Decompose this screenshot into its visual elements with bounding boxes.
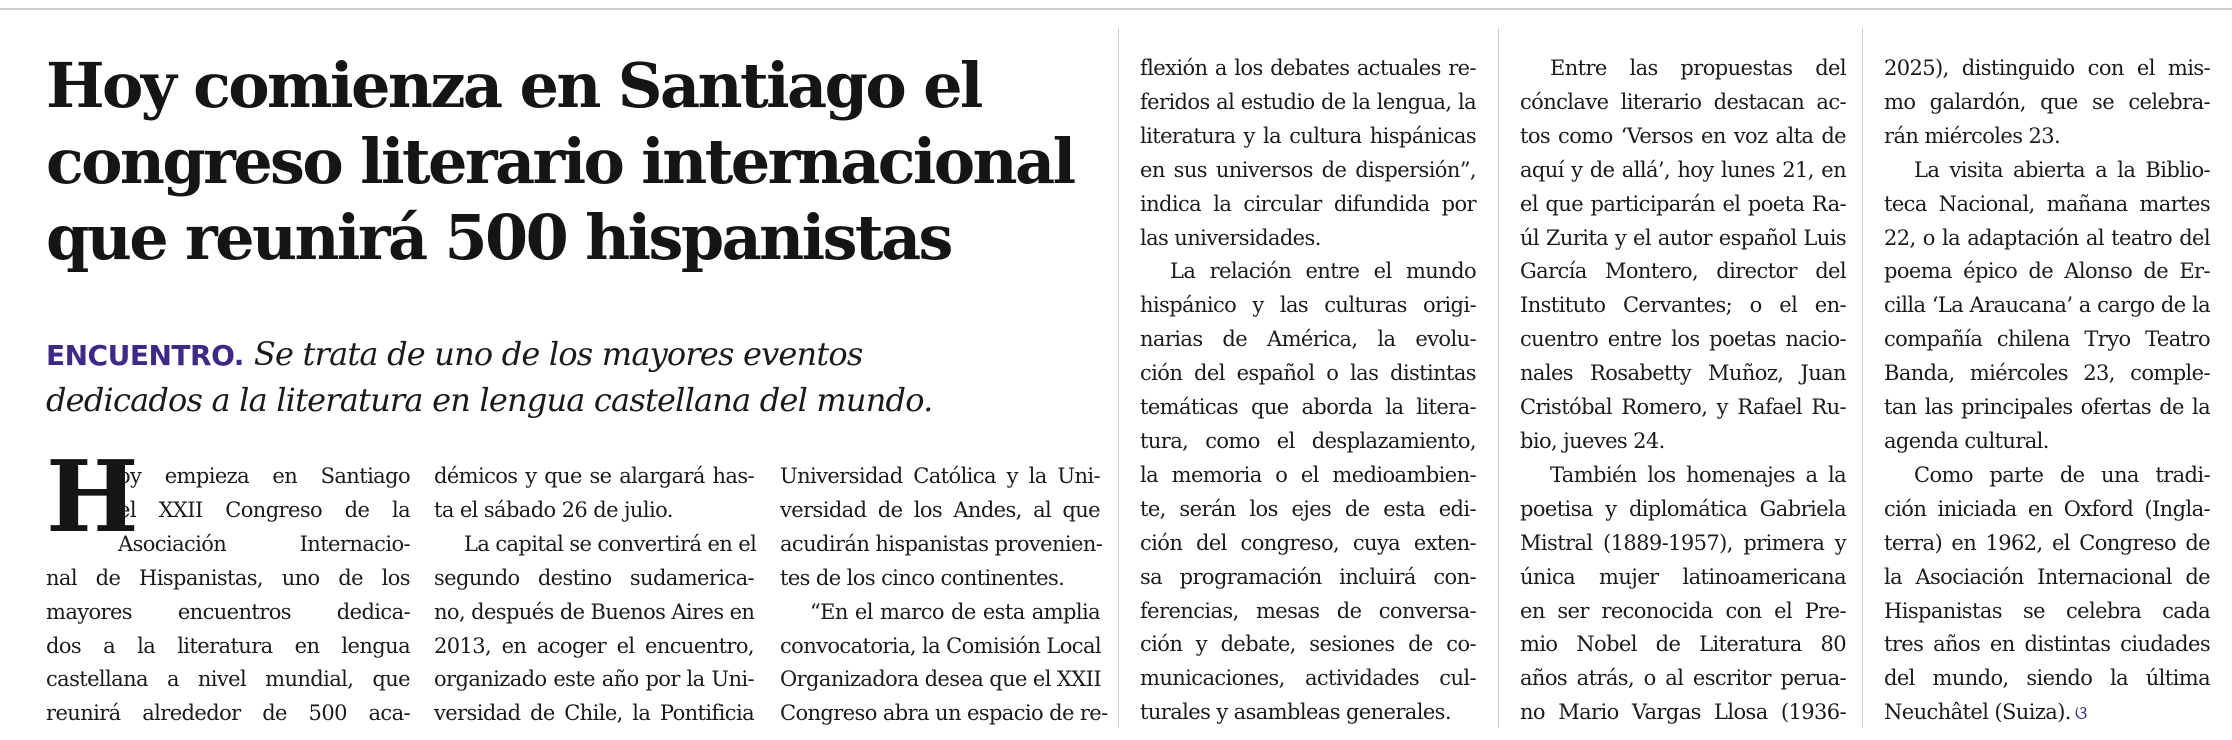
body-column-6 [1884, 52, 2210, 731]
body-line: También los homenajes a la [1550, 462, 1846, 487]
top-rule [0, 8, 2232, 10]
body-line: única mujer latinoamericana [1520, 564, 1846, 589]
body-line: del mundo, siendo la última [1884, 666, 2210, 691]
body-line: temáticas que aborda la litera- [1140, 395, 1476, 420]
body-line: la memoria o el medioambien- [1140, 462, 1476, 487]
body-line: 2013, en acoger el encuentro, [434, 633, 754, 658]
body-line: Instituto Cervantes; o el en- [1520, 293, 1846, 318]
subhead-text: Se trata de uno de los mayores eventos [253, 335, 863, 373]
body-line: bio, jueves 24. [1520, 428, 1665, 453]
headline-line: que reunirá 500 hispanistas [46, 201, 951, 274]
body-line: Congreso abra un espacio de re- [780, 701, 1108, 726]
body-line: literatura y la cultura hispánicas [1140, 123, 1476, 148]
column-divider [1118, 28, 1119, 728]
body-line: acudirán hispanistas provenien- [780, 531, 1103, 556]
body-line: el que participarán el poeta Ra- [1520, 191, 1846, 216]
body-line: cuentro entre los poetas nacio- [1520, 327, 1846, 352]
body-line: agenda cultural. [1884, 428, 2049, 453]
body-line: Como parte de una tradi- [1914, 462, 2210, 487]
body-line: las universidades. [1140, 225, 1321, 250]
article-headline [46, 48, 1096, 276]
body-line: ción y debate, sesiones de co- [1140, 632, 1476, 657]
body-line: no Mario Vargas Llosa (1936- [1520, 700, 1846, 725]
body-line: en sus universos de dispersión”, [1140, 157, 1476, 182]
body-line: hispánico y las culturas origi- [1140, 293, 1476, 318]
body-line: la Asociación Internacional de [1884, 564, 2210, 589]
body-line: démicos y que se alargará has- [434, 464, 754, 488]
body-line: cilla ‘La Araucana’ a cargo de la [1884, 293, 2210, 318]
body-line: indica la circular difundida por [1140, 191, 1476, 216]
body-line: dos a la literatura en lengua [46, 633, 410, 658]
body-line: poema épico de Alonso de Er- [1884, 259, 2210, 284]
body-line: te, serán los ejes de esta edi- [1140, 496, 1476, 521]
subhead-line [46, 332, 1096, 378]
article-subhead [46, 332, 1096, 422]
body-line: ción del español o las distintas [1140, 361, 1476, 386]
body-line: narias de América, la evolu- [1140, 327, 1476, 352]
body-line: tres años en distintas ciudades [1884, 632, 2210, 657]
body-column-1-lower [46, 562, 410, 732]
body-line: Entre las propuestas del [1550, 56, 1846, 80]
body-line: terra) en 1962, el Congreso de [1884, 530, 2210, 555]
column-divider [1498, 28, 1499, 728]
body-line: sa programación incluirá con- [1140, 564, 1476, 589]
body-line: tos como ‘Versos en voz alta de [1520, 123, 1846, 148]
body-line: ta el sábado 26 de julio. [434, 497, 673, 522]
body-line: mayores encuentros dedica- [46, 599, 410, 624]
subhead-kicker: ENCUENTRO. [46, 339, 244, 372]
body-line: oy empieza en Santiago [118, 464, 410, 488]
subhead-line: dedicados a la literatura en lengua castellana del mundo. [46, 381, 933, 419]
body-line: Mistral (1889-1957), primera y [1520, 530, 1846, 555]
body-line: castellana a nivel mundial, que [46, 667, 410, 692]
body-line: ferencias, mesas de conversa- [1140, 598, 1476, 623]
body-line: La visita abierta a la Biblio- [1914, 157, 2210, 182]
body-column-4 [1140, 52, 1476, 730]
body-line: ción iniciada en Oxford (Ingla- [1884, 496, 2210, 521]
end-of-article-icon: ଓ [2074, 703, 2087, 725]
body-line: versidad de Chile, la Pontificia [434, 701, 754, 726]
headline-line: Hoy comienza en Santiago el [46, 49, 981, 122]
body-line: nal de Hispanistas, uno de los [46, 565, 410, 590]
body-line: tes de los cinco continentes. [780, 565, 1065, 590]
body-line: el XXII Congreso de la [118, 497, 410, 522]
column-divider [1862, 28, 1863, 728]
body-line: municaciones, actividades cul- [1140, 666, 1476, 691]
drop-cap: H [46, 440, 139, 555]
body-line: flexión a los debates actuales re- [1140, 56, 1476, 80]
body-line: versidad de los Andes, al que [780, 497, 1100, 522]
body-line: teca Nacional, mañana martes [1884, 191, 2210, 216]
body-line: ción del congreso, cuya exten- [1140, 530, 1476, 555]
body-line: Universidad Católica y la Uni- [780, 464, 1100, 488]
body-column-1 [118, 460, 410, 562]
body-column-5 [1520, 52, 1846, 730]
body-line: 22, o la adaptación al teatro del [1884, 225, 2210, 250]
body-line: segundo destino sudamerica- [434, 565, 754, 590]
body-line: tan las principales ofertas de la [1884, 395, 2210, 420]
body-line: Cristóbal Romero, y Rafael Ru- [1520, 395, 1846, 420]
body-line: no, después de Buenos Aires en [434, 599, 755, 624]
body-line: mo galardón, que se celebra- [1884, 89, 2210, 114]
body-line: reunirá alrededor de 500 aca- [46, 701, 410, 726]
body-line: rán miércoles 23. [1884, 123, 2061, 148]
body-line: aquí y de allá’, hoy lunes 21, en [1520, 157, 1846, 182]
body-line: Organizadora desea que el XXII [780, 667, 1102, 692]
body-line: La relación entre el mundo [1170, 259, 1476, 284]
body-line: mio Nobel de Literatura 80 [1520, 632, 1846, 657]
body-line: úl Zurita y el autor español Luis [1520, 225, 1846, 250]
body-line: Neuchâtel (Suiza). ଓ [1884, 700, 2087, 725]
body-line: turales y asambleas generales. [1140, 700, 1451, 725]
body-line: García Montero, director del [1520, 259, 1846, 284]
body-line: 2025), distinguido con el mis- [1884, 56, 2210, 80]
body-line: organizado este año por la Uni- [434, 667, 754, 692]
body-column-3 [780, 460, 1108, 731]
body-line: cónclave literario destacan ac- [1520, 89, 1846, 114]
body-line: feridos al estudio de la lengua, la [1140, 89, 1476, 114]
body-line: en ser reconocida con el Pre- [1520, 598, 1846, 623]
body-column-2 [434, 460, 757, 731]
headline-line: congreso literario internacional [46, 125, 1074, 198]
body-line: nales Rosabetty Muñoz, Juan [1520, 361, 1846, 386]
body-line: Hispanistas se celebra cada [1884, 598, 2210, 623]
body-line: convocatoria, la Comisión Local [780, 633, 1101, 658]
body-line: compañía chilena Tryo Teatro [1884, 327, 2210, 352]
body-line: poetisa y diplomática Gabriela [1520, 496, 1846, 521]
body-line: “En el marco de esta amplia [810, 599, 1100, 624]
body-line: La capital se convertirá en el [464, 531, 757, 556]
body-line: Banda, miércoles 23, comple- [1884, 361, 2210, 386]
body-line: años atrás, o al escritor perua- [1520, 666, 1846, 691]
body-line: tura, como el desplazamiento, [1140, 428, 1476, 453]
body-line: Asociación Internacio- [118, 531, 410, 556]
